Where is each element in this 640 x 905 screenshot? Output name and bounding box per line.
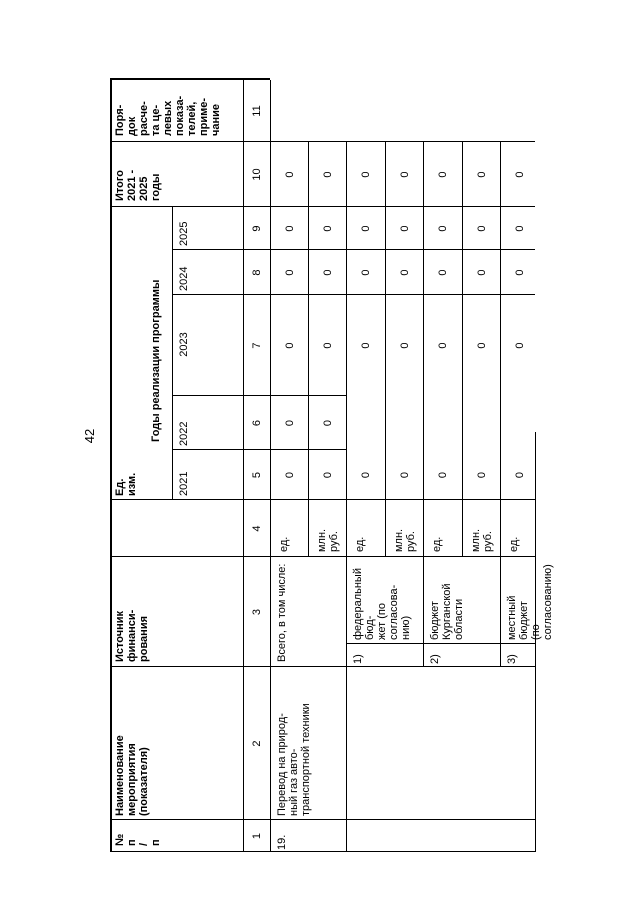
- header-year-2021: 2021: [178, 471, 190, 496]
- col-rule-order: [110, 141, 270, 142]
- header-year-2025: 2025: [178, 221, 190, 246]
- header-total: Итого 2021 - 2025 годы: [114, 169, 162, 201]
- row-number: 19.: [276, 834, 288, 850]
- col-rule-1: [110, 819, 535, 820]
- value-zero: 0: [437, 269, 449, 276]
- source-index-1: 1): [352, 654, 364, 664]
- column-number-6: 6: [251, 419, 263, 427]
- value-zero: 0: [514, 342, 526, 349]
- header-rule: [243, 80, 244, 852]
- table-border-bottom: [535, 432, 536, 852]
- header-year-2024: 2024: [178, 266, 190, 291]
- unit-ed: ед.: [508, 536, 520, 552]
- column-number-2: 2: [251, 740, 263, 747]
- value-zero: 0: [399, 342, 411, 349]
- body-rule-1: [308, 142, 309, 557]
- value-zero: 0: [476, 269, 488, 276]
- value-zero: 0: [437, 471, 449, 479]
- column-number-9: 9: [251, 225, 263, 232]
- value-zero: 0: [399, 269, 411, 276]
- left-rule: [346, 667, 347, 852]
- source-label-1: федеральный бюд- жет (по согласова- нию): [352, 568, 412, 640]
- body-rule-2: [346, 142, 347, 667]
- value-zero: 0: [284, 342, 296, 349]
- header-year-2022: 2022: [178, 421, 190, 446]
- table-border-top: [110, 80, 112, 852]
- source-label-2: бюджет Курганской области: [429, 583, 465, 640]
- header-order: Поря- док расче- та це- левых показа- телей, приме- чание: [114, 95, 222, 136]
- col-rule-3: [110, 556, 535, 557]
- column-number-4: 4: [251, 525, 263, 532]
- value-zero: 0: [514, 225, 526, 232]
- header-col-source: Источник финанси- рования: [114, 609, 150, 662]
- value-zero: 0: [476, 225, 488, 232]
- value-zero: 0: [284, 225, 296, 232]
- unit-mln-rub: млн. руб.: [470, 528, 494, 552]
- source-idx-rule: [346, 666, 535, 667]
- financing-table: [110, 52, 554, 852]
- column-number-5: 5: [251, 471, 263, 479]
- header-years-group: Годы реализации программы: [150, 279, 162, 442]
- col-rule-total: [110, 206, 270, 207]
- header-col-number: № п / п: [114, 833, 162, 846]
- value-zero: 0: [322, 269, 334, 276]
- value-zero: 0: [476, 342, 488, 349]
- value-zero: 0: [284, 269, 296, 276]
- source-index-3: 3): [506, 654, 518, 664]
- row-name: Перевод на природ- ный газ авто- транспортной техники: [276, 703, 312, 816]
- value-zero: 0: [399, 471, 411, 479]
- unit-mln-rub: млн. руб.: [316, 528, 340, 552]
- value-zero: 0: [360, 471, 372, 479]
- value-zero: 0: [514, 269, 526, 276]
- value-zero: 0: [284, 419, 296, 427]
- column-number-3: 3: [251, 608, 263, 616]
- page-number: 42: [82, 428, 97, 444]
- source-label-3: местный бюджет (по согласованию): [506, 564, 554, 640]
- value-zero: 0: [322, 471, 334, 479]
- column-number-7: 7: [251, 342, 263, 349]
- unit-ed: ед.: [431, 536, 443, 552]
- value-zero: 0: [476, 471, 488, 479]
- row-total-label: Всего, в том числе:: [276, 563, 288, 662]
- value-zero: 0: [360, 342, 372, 349]
- column-number-1: 1: [251, 832, 263, 840]
- value-zero: 0: [437, 171, 449, 178]
- body-rule-3: [385, 142, 386, 557]
- header-col-unit: Ед. изм.: [114, 472, 138, 496]
- col-rule-0: [110, 851, 535, 852]
- unit-ed: ед.: [354, 536, 366, 552]
- value-zero: 0: [284, 171, 296, 178]
- column-number-8: 8: [251, 269, 263, 276]
- value-zero: 0: [322, 171, 334, 178]
- unit-ed: ед.: [278, 536, 290, 552]
- source-index-2: 2): [429, 654, 441, 664]
- colnum-rule: [270, 80, 271, 852]
- column-number-10: 10: [251, 168, 263, 181]
- body-rule-4: [423, 142, 424, 667]
- value-zero: 0: [514, 471, 526, 479]
- value-zero: 0: [437, 225, 449, 232]
- value-zero: 0: [399, 225, 411, 232]
- value-zero: 0: [476, 171, 488, 178]
- value-zero: 0: [514, 171, 526, 178]
- value-zero: 0: [322, 342, 334, 349]
- value-zero: 0: [284, 471, 296, 479]
- unit-mln-rub: млн. руб.: [393, 528, 417, 552]
- value-zero: 0: [360, 171, 372, 178]
- header-year-2023: 2023: [178, 332, 190, 357]
- value-zero: 0: [360, 269, 372, 276]
- value-zero: 0: [399, 171, 411, 178]
- value-zero: 0: [360, 225, 372, 232]
- body-rule-5: [462, 142, 463, 557]
- value-zero: 0: [322, 225, 334, 232]
- body-rule-6: [500, 142, 501, 667]
- value-zero: 0: [322, 419, 334, 427]
- value-zero: 0: [437, 342, 449, 349]
- column-number-11: 11: [251, 105, 263, 117]
- header-col-name: Наименование мероприятия (показателя): [114, 735, 150, 816]
- table-border-right: [110, 79, 270, 81]
